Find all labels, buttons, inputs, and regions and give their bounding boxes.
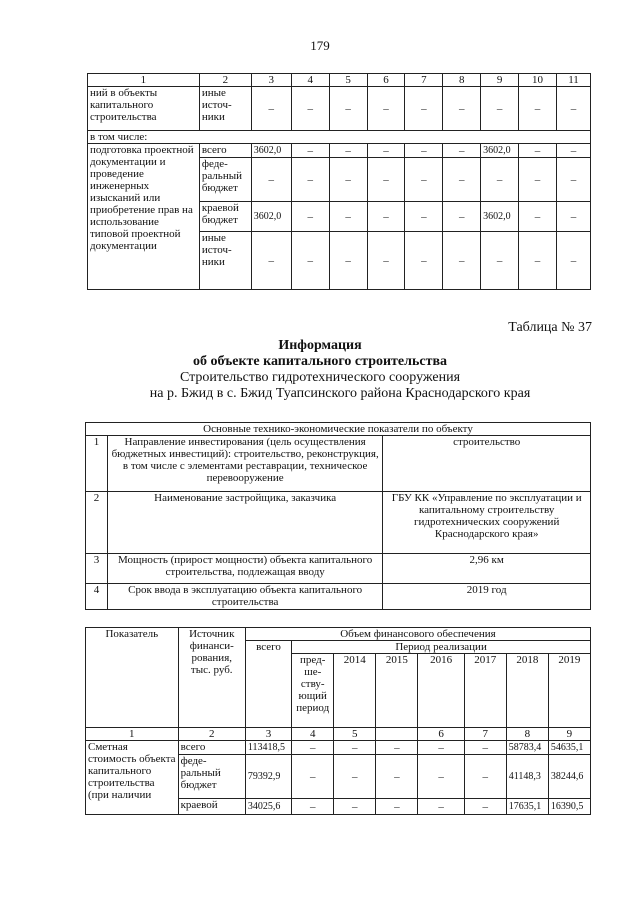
table-row: 4 Срок ввода в эксплуатацию объекта капитального строительства 2019 год xyxy=(86,584,591,610)
table-row: иные источ-ники – – – – – – – – – xyxy=(88,232,591,290)
heading-info: Информация xyxy=(278,338,362,353)
page-number: 179 xyxy=(310,38,330,53)
table-number: Таблица № 37 xyxy=(508,320,592,335)
table-row: подготовка проектной документации и проведение инженерных изысканий или приобретение прав на использование типовой проектной документации всего 3602,0 – – – – – 3602,0 – – xyxy=(88,144,591,158)
table-row: ний в объекты капитального строительства иные источ-ники – – – – – – – – – xyxy=(88,87,591,131)
table-row: феде-ральный бюджет – – – – – – – – – xyxy=(88,158,591,202)
heading-construction: Строительство гидротехнического сооружения xyxy=(179,370,461,385)
heading-location: на р. Бжид в с. Бжид Туапсинского района Краснодарского края xyxy=(149,386,531,401)
table-row: краевой 34025,6 – – – – – 17635,1 16390,5 xyxy=(86,799,591,815)
table-row: 2 Наименование застройщика, заказчика ГБУ КК «Управление по эксплуатации и капитальному строительству гидротехнических сооружений Краснодарского края» xyxy=(86,492,591,554)
heading-object: об объекте капитального строительства xyxy=(192,354,448,369)
table-row: краевой бюджет 3602,0 – – – – – 3602,0 – – xyxy=(88,202,591,232)
table-row: Сметная стоимость объекта капитального строительства (при наличии всего 113418,5 – – – – – 58783,4 54635,1 xyxy=(86,741,591,755)
table-colnum-row: 1 2 3 4 5 6 7 8 9 xyxy=(86,728,591,741)
table-finance xyxy=(85,627,591,815)
table-header-row: всего Период реализации xyxy=(86,641,591,654)
table-indicators xyxy=(85,422,591,610)
table-header-row: 1 2 3 4 5 6 7 8 9 10 11 xyxy=(88,74,591,87)
table-header-row: Показатель Источник финанси-рования, тыс. руб. Объем финансового обеспечения xyxy=(86,628,591,641)
table-header-row: пред-ше-ству-ющий период 2014 2015 2016 2017 2018 2019 xyxy=(86,654,591,728)
table-row: феде-ральный бюджет 79392,9 – – – – – 41148,3 38244,6 xyxy=(86,755,591,799)
table-row: 1 Направление инвестирования (цель осуществления бюджетных инвестиций): строительство, реконструкция, в том числе с элементами реставрации, техническое перевооружение строительство xyxy=(86,436,591,492)
table-row: 3 Мощность (прирост мощности) объекта капитального строительства, подлежащая вводу 2,96 км xyxy=(86,554,591,584)
table-row: в том числе: xyxy=(88,131,591,144)
table-top xyxy=(87,73,591,290)
table-header-row: Основные технико-экономические показатели по объекту xyxy=(86,423,591,436)
